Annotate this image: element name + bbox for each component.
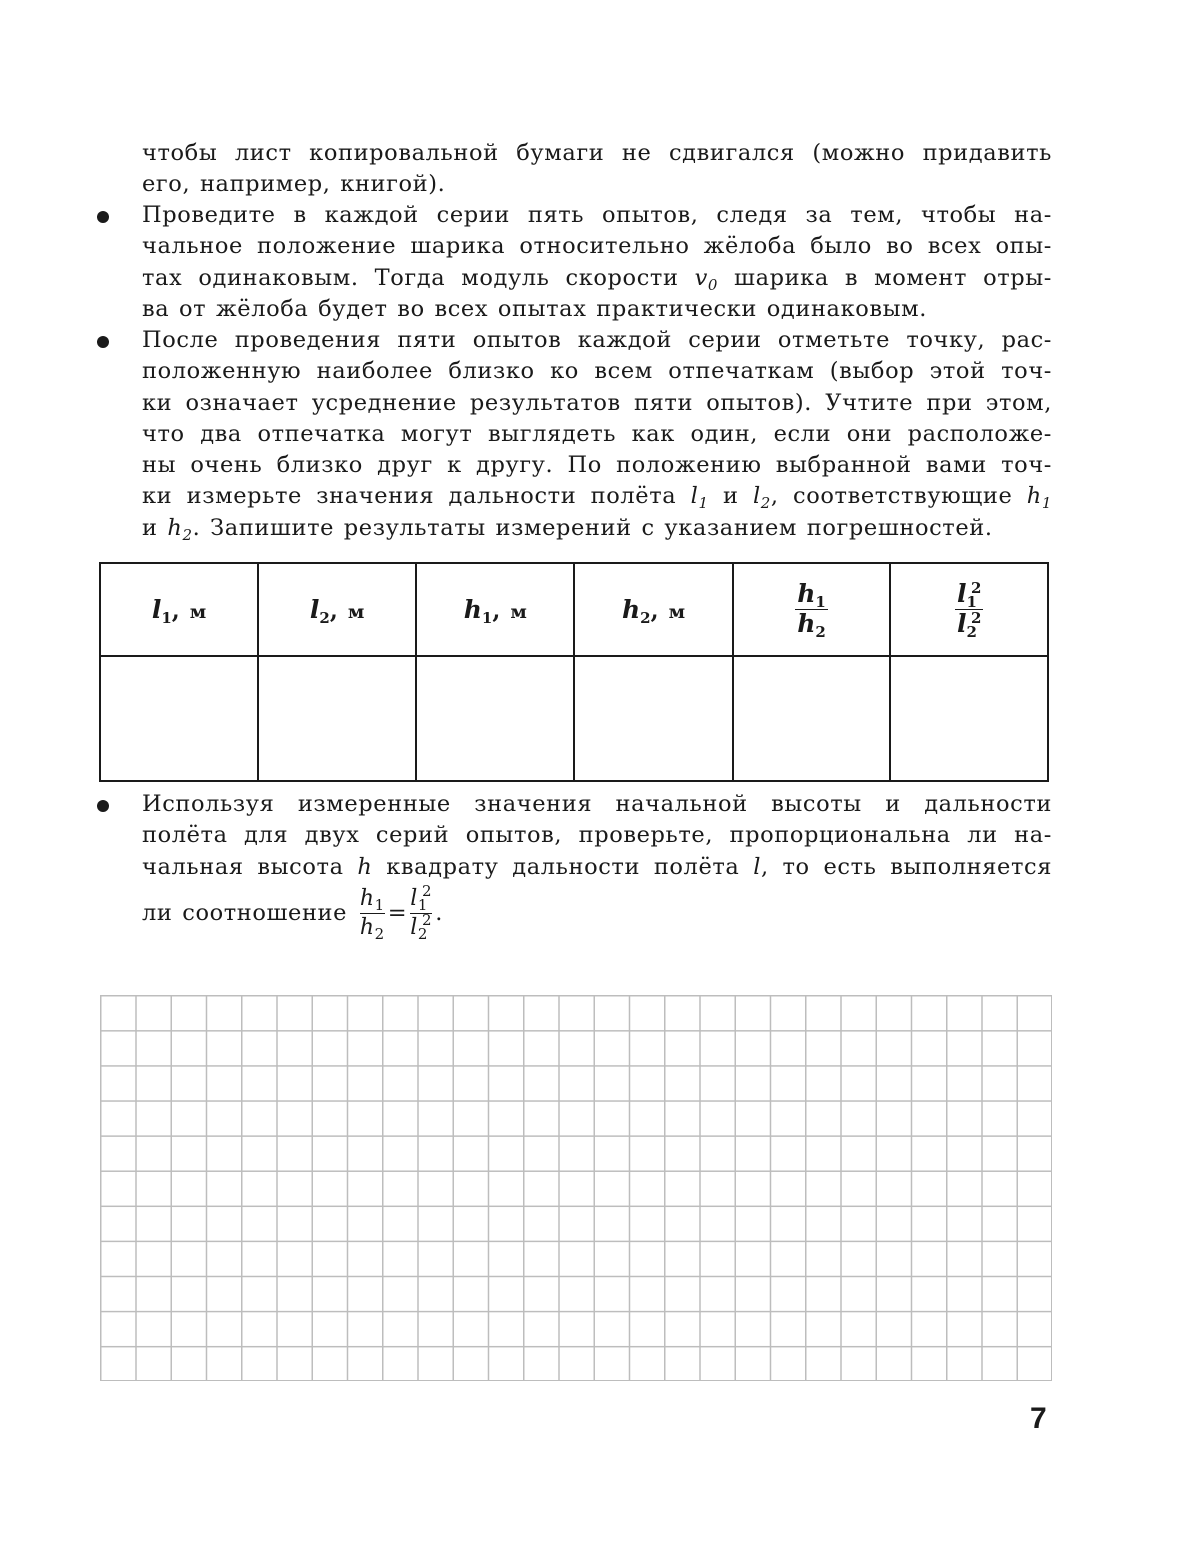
subscript: 1 [1041,494,1053,513]
equals-sign: = [387,899,408,926]
text-line: положенную наиболее близко ко всем отпечаткам (выбор этой точ- [142,358,1052,385]
header-h1: $h_1$, м [416,563,574,656]
text-line: После проведения пяти опытов каждой серии отметьте точку, рас- [142,327,1052,353]
text-line: Используя измеренные значения начальной высоты и дальности [142,791,1052,817]
subscript: 2 [417,924,429,943]
superscript: 2 [970,579,982,597]
symbol: v [694,264,708,291]
text-line: Проведите в каждой серии пять опытов, следя за тем, чтобы на- [142,202,1052,228]
subscript: 2 [966,623,977,641]
instruction-item-1 [142,200,1052,325]
bullet-icon [97,800,109,812]
numerator [955,580,983,609]
text-fragment: , соответствующие [770,483,1013,510]
cell-h-ratio-value[interactable] [733,656,891,781]
instruction-item-2 [142,325,1052,544]
text-line: чальное положение шарика относительно жёлоба было во всех опы- [142,233,1052,260]
symbol: h [797,609,816,638]
text-fragment: шарика в момент отры- [734,264,1052,291]
graph-paper-grid[interactable] [100,995,1052,1381]
subscript: 1 [698,494,709,513]
text-fragment: ки измерьте значения дальности полёта [142,483,677,510]
symbol: l [752,483,761,510]
symbol: h [621,595,641,624]
symbol: h [463,595,482,624]
text-line [142,852,1052,883]
intro-continuation [142,138,1052,201]
l2-symbol [752,483,771,513]
numerator [410,881,433,914]
fraction-h1-over-h2 [795,580,828,639]
symbol: h [359,914,375,940]
h1-symbol [1026,483,1053,513]
superscript: 2 [422,910,433,929]
symbol: l [690,483,699,510]
symbol: l [410,885,418,911]
text-fragment: , то есть выполняется [761,853,1052,880]
h-symbol: h [357,853,373,880]
numerator [360,885,385,913]
symbol: l [309,595,320,624]
text-line [142,481,1052,512]
text-line: полёта для двух серий опытов, проверьте, пропорциональна ли на- [142,822,1052,849]
text-line: ки означает усреднение результатов пяти опытов). Учтите при этом, [142,389,1052,416]
subscript: 1 [815,593,826,611]
denominator [410,910,433,943]
symbol: l [410,914,418,940]
text-fragment: . Запишите результаты измерений с указанием погрешностей. [192,514,993,541]
measurements-table [99,562,1049,782]
period: . [435,899,443,926]
unit: м [189,601,207,623]
subscript: 1 [417,895,429,914]
symbol: l [957,579,967,608]
subscript: 1 [374,895,385,914]
denominator [955,610,983,639]
superscript: 2 [422,881,433,900]
symbol: h [359,885,375,911]
text-fragment: тах одинаковым. Тогда модуль скорости [142,264,679,291]
fraction-l1sq-over-l2sq [410,881,433,943]
symbol: l [151,595,162,624]
bullet-icon [97,336,109,348]
header-l1: $l_1$, м [100,563,258,656]
fraction-l1sq-over-l2sq [955,580,983,639]
header-l-squared-ratio [890,563,1048,656]
velocity-symbol [694,264,719,294]
symbol: h [797,579,816,608]
header-h-ratio [733,563,891,656]
subscript: 2 [319,609,330,627]
table-row [100,656,1048,781]
text-line [142,513,1052,544]
page-number: 7 [1030,1402,1047,1435]
h2-symbol [167,514,193,544]
text-line: что два отпечатка могут выглядеть как один, если они расположе- [142,420,1052,447]
l-symbol: l [753,853,761,880]
superscript: 2 [970,609,982,627]
subscript: 2 [760,494,771,513]
subscript: 1 [161,609,172,627]
subscript: 2 [374,924,385,943]
text-line [142,881,1052,965]
unit: м [510,601,527,623]
text-fragment: и [142,514,158,541]
subscript: 2 [815,623,826,641]
text-line: чтобы лист копировальной бумаги не сдвигался (можно придавить [142,140,1052,166]
numerator [795,580,828,609]
instruction-item-3 [142,789,1052,965]
cell-l1-value[interactable] [100,656,258,781]
text-line: ны очень близко друг к другу. По положению выбранной вами точ- [142,452,1052,479]
cell-l-squared-ratio-value[interactable] [890,656,1048,781]
bullet-icon [97,211,109,223]
subscript: 1 [966,593,977,611]
text-fragment: квадрату дальности полёта [386,853,740,880]
table-header-row [100,563,1048,656]
subscript: 2 [182,525,193,544]
cell-l2-value[interactable] [258,656,416,781]
header-h2: $h_2$, м [574,563,732,656]
subscript: 2 [640,609,651,627]
unit: м [347,601,365,623]
symbol: h [167,514,183,541]
denominator [795,610,828,639]
text-fragment: ли соотношение [142,899,348,926]
header-l2: $l_2$, м [258,563,416,656]
cell-h2-value[interactable] [574,656,732,781]
fraction-h1-over-h2 [360,885,385,942]
subscript: 1 [481,609,493,627]
text-line: ва от жёлоба будет во всех опытах практически одинаковым. [142,295,928,322]
l1-symbol [690,483,709,513]
subscript: 0 [707,275,719,294]
symbol: l [957,609,967,638]
text-line: его, например, книгой). [142,171,446,198]
unit: м [668,601,686,623]
text-fragment: чальная высота [142,853,344,880]
symbol: h [1026,483,1042,510]
cell-h1-value[interactable] [416,656,574,781]
denominator [360,914,385,942]
text-line [142,263,1052,294]
text-fragment: и [722,483,739,510]
